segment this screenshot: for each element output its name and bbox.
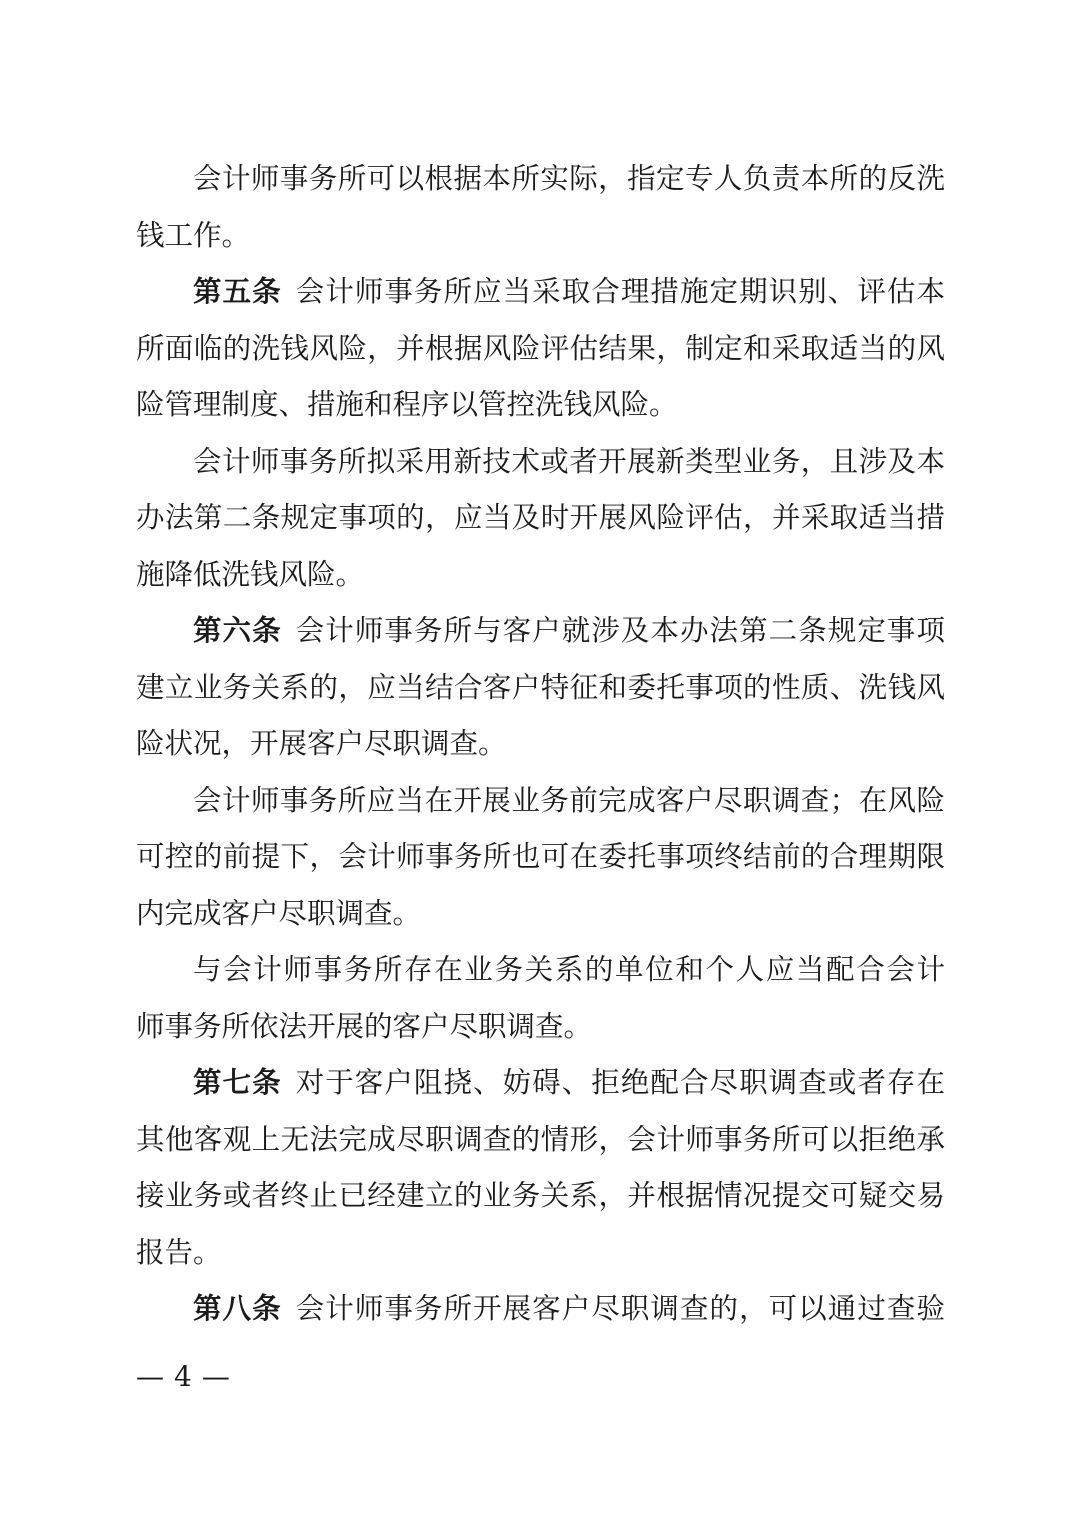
paragraph-line — [136, 894, 945, 934]
paragraph-line — [136, 216, 945, 256]
paragraph-line — [136, 1176, 945, 1216]
paragraph-line — [136, 385, 945, 425]
paragraph-line — [136, 555, 945, 595]
paragraph-text: 接业务或者终止已经建立的业务关系，并根据情况提交可疑交易 — [136, 1179, 945, 1212]
paragraph-line — [136, 837, 945, 877]
paragraph-text: 险管理制度、措施和程序以管控洗钱风险。 — [136, 388, 678, 421]
paragraph-text: 内完成客户尽职调查。 — [136, 897, 422, 930]
article-label: 第五条 — [193, 275, 282, 308]
article-label: 第八条 — [193, 1292, 282, 1325]
paragraph-text: 报告。 — [136, 1236, 222, 1269]
paragraph-line — [136, 1120, 945, 1160]
paragraph-text: 所面临的洗钱风险，并根据风险评估结果，制定和采取适当的风 — [136, 332, 945, 365]
article-label: 第六条 — [193, 614, 282, 647]
paragraph-text: 办法第二条规定事项的，应当及时开展风险评估，并采取适当措 — [136, 501, 945, 534]
article-heading-line — [136, 1289, 945, 1329]
page-number — [136, 1357, 230, 1397]
paragraph-text: 施降低洗钱风险。 — [136, 558, 365, 591]
paragraph-line — [136, 668, 945, 708]
paragraph-text: 会计师事务所与客户就涉及本办法第二条规定事项 — [295, 614, 945, 647]
paragraph-line — [136, 329, 945, 369]
page-number-value: 4 — [174, 1360, 192, 1393]
paragraph-text: 与会计师事务所存在业务关系的单位和个人应当配合会计 — [193, 953, 945, 986]
paragraph-line — [136, 498, 945, 538]
paragraph-line — [136, 950, 945, 990]
article-label: 第七条 — [193, 1066, 282, 1099]
paragraph-text: 师事务所依法开展的客户尽职调查。 — [136, 1010, 593, 1043]
paragraph-text: 对于客户阻挠、妨碍、拒绝配合尽职调查或者存在 — [295, 1066, 945, 1099]
paragraph-line — [136, 724, 945, 764]
paragraph-text: 会计师事务所应当在开展业务前完成客户尽职调查；在风险 — [193, 784, 945, 817]
paragraph-text: 建立业务关系的，应当结合客户特征和委托事项的性质、洗钱风 — [136, 671, 945, 704]
paragraph-text: 钱工作。 — [136, 219, 251, 252]
article-heading-line — [136, 1063, 945, 1103]
article-heading-line — [136, 272, 945, 312]
paragraph-line — [136, 1233, 945, 1273]
paragraph-line — [136, 1007, 945, 1047]
paragraph-text: 会计师事务所可以根据本所实际，指定专人负责本所的反洗 — [193, 162, 945, 195]
paragraph-text: 险状况，开展客户尽职调查。 — [136, 727, 507, 760]
paragraph-text: 会计师事务所拟采用新技术或者开展新类型业务，且涉及本 — [193, 445, 945, 478]
paragraph-text: 会计师事务所应当采取合理措施定期识别、评估本 — [295, 275, 945, 308]
paragraph-line — [136, 781, 945, 821]
article-heading-line — [136, 611, 945, 651]
page-number-dash-right: — — [201, 1360, 230, 1393]
paragraph-text: 会计师事务所开展客户尽职调查的，可以通过查验 — [295, 1292, 945, 1325]
paragraph-text: 其他客观上无法完成尽职调查的情形，会计师事务所可以拒绝承 — [136, 1123, 945, 1156]
paragraph-line — [136, 159, 945, 199]
page-number-dash-left: — — [136, 1360, 164, 1393]
paragraph-line — [136, 442, 945, 482]
paragraph-text: 可控的前提下，会计师事务所也可在委托事项终结前的合理期限 — [136, 840, 945, 873]
